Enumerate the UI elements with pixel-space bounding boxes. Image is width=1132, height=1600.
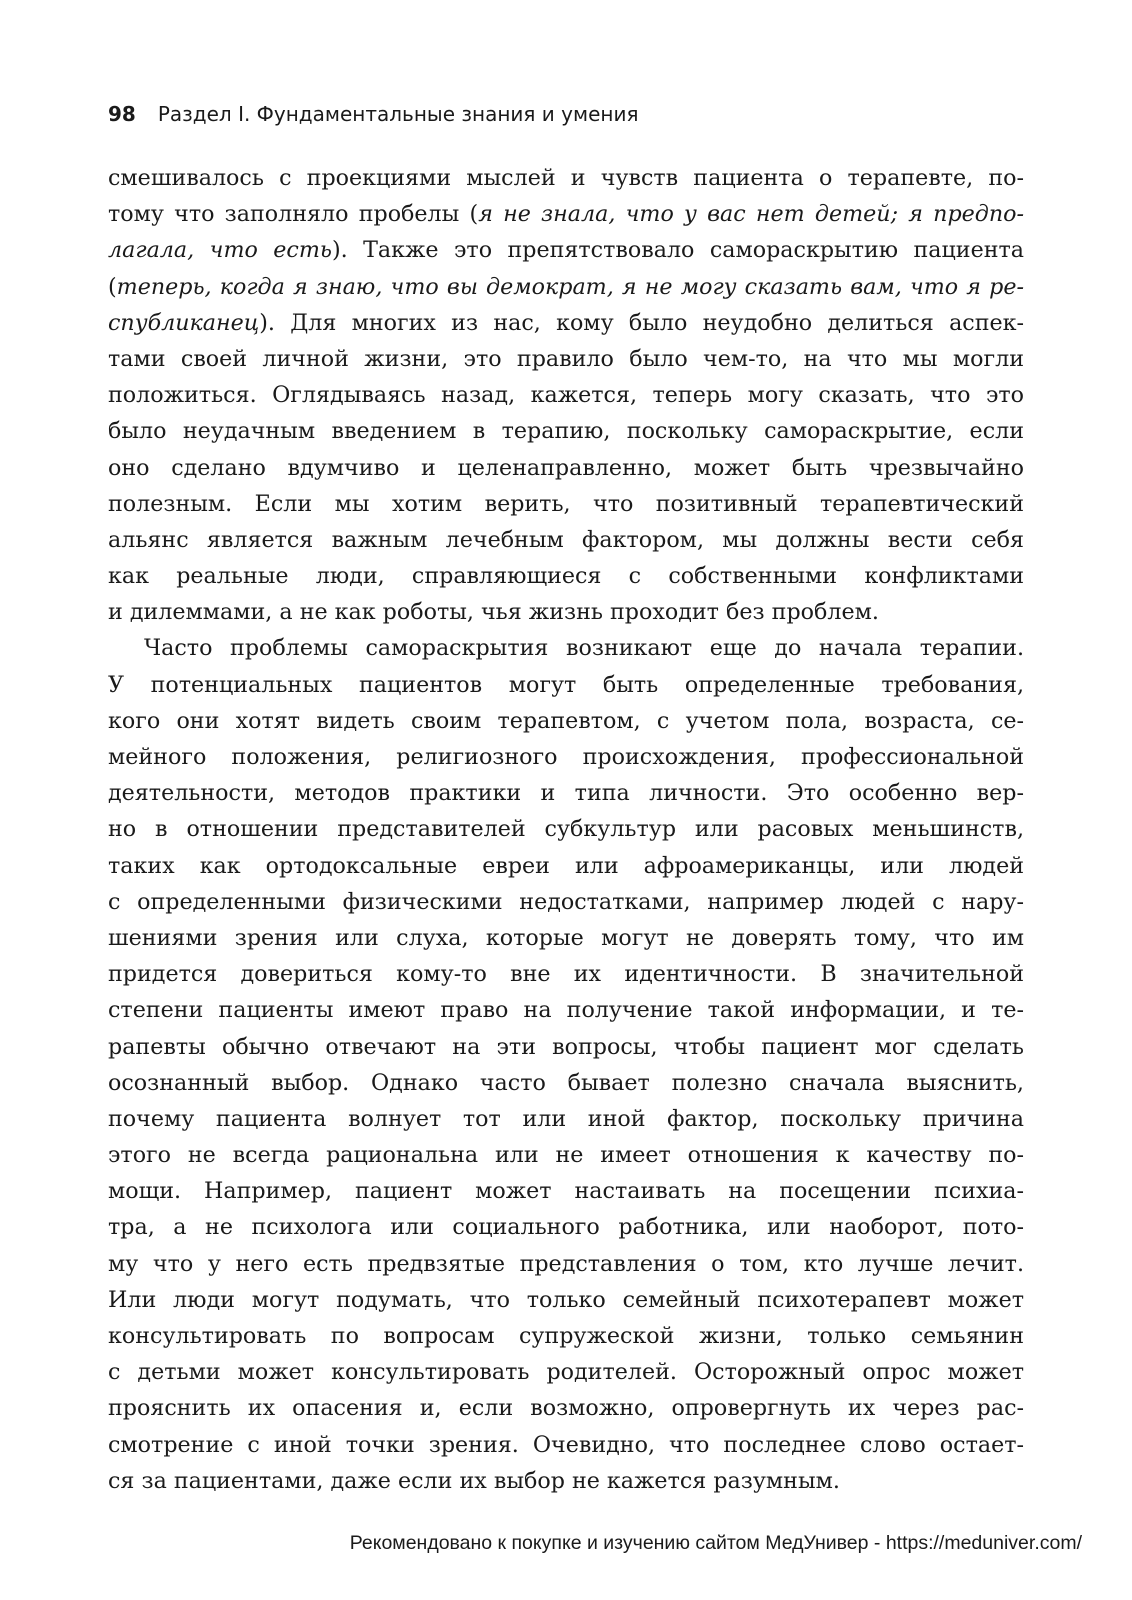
text-line bbox=[108, 305, 1024, 341]
section-title: Раздел I. Фундаментальные знания и умения bbox=[157, 102, 639, 126]
text-line: почему пациента волнует тот или иной фактор, поскольку причина bbox=[108, 1105, 1024, 1132]
page-number: 98 bbox=[108, 102, 136, 126]
text-line: этого не всегда рациональна или не имеет отношения к качеству по- bbox=[108, 1142, 1024, 1169]
italic-quote: спубликанец bbox=[108, 309, 260, 336]
text-line: альянс является важным лечебным фактором, мы должны вести себя bbox=[108, 526, 1024, 553]
text-line bbox=[108, 196, 1024, 232]
text-line: осознанный выбор. Однако часто бывает полезно сначала выяснить, bbox=[108, 1069, 1024, 1096]
text-line: му что у него есть предвзятые представления о том, кто лучше лечит. bbox=[108, 1250, 1024, 1277]
text-line: но в отношении представителей субкультур или расовых меньшинств, bbox=[108, 816, 1024, 843]
text-run: ). Также это препятствовало самораскрытию пациента bbox=[331, 237, 1024, 264]
text-line: как реальные люди, справляющиеся с собственными конфликтами bbox=[108, 563, 1024, 590]
text-line: Часто проблемы самораскрытия возникают еще до начала терапии. bbox=[144, 635, 1024, 662]
text-line: было неудачным введением в терапию, поскольку самораскрытие, если bbox=[108, 418, 1024, 445]
italic-quote: теперь, когда я знаю, что вы демократ, я не могу сказать вам, что я ре- bbox=[116, 273, 1024, 300]
text-line: таких как ортодоксальные евреи или афроамериканцы, или людей bbox=[108, 852, 1024, 879]
text-line: степени пациенты имеют право на получение такой информации, и те- bbox=[108, 997, 1024, 1024]
text-line: мощи. Например, пациент может настаивать на посещении психиа- bbox=[108, 1178, 1024, 1205]
text-line: кого они хотят видеть своим терапевтом, с учетом пола, возраста, се- bbox=[108, 707, 1024, 734]
text-line: полезным. Если мы хотим верить, что позитивный терапевтический bbox=[108, 490, 1024, 517]
text-line bbox=[108, 269, 1024, 305]
text-line: смотрение с иной точки зрения. Очевидно, что последнее слово остает- bbox=[108, 1431, 1024, 1458]
text-line bbox=[108, 232, 1024, 268]
text-line: и дилеммами, а не как роботы, чья жизнь проходит без проблем. bbox=[108, 599, 879, 626]
text-line: положиться. Оглядываясь назад, кажется, теперь могу сказать, что это bbox=[108, 382, 1024, 409]
text-line: тами своей личной жизни, это правило было чем-то, на что мы могли bbox=[108, 345, 1024, 372]
text-line: с определенными физическими недостатками, например людей с нару- bbox=[108, 888, 1024, 915]
text-line: У потенциальных пациентов могут быть определенные требования, bbox=[108, 671, 1024, 698]
text-line: консультировать по вопросам супружеской жизни, только семьянин bbox=[108, 1323, 1024, 1349]
text-line: с детьми может консультировать родителей. Осторожный опрос может bbox=[108, 1359, 1024, 1386]
text-run: ). Для многих из нас, кому было неудобно делиться аспек- bbox=[259, 309, 1024, 336]
text-run: тому что заполняло пробелы ( bbox=[108, 201, 479, 228]
text-line: придется довериться кому-то вне их идентичности. В значительной bbox=[108, 961, 1024, 988]
text-line: прояснить их опасения и, если возможно, опровергнуть их через рас- bbox=[108, 1395, 1024, 1422]
running-head bbox=[108, 100, 1028, 128]
text-line: тра, а не психолога или социального работника, или наоборот, пото- bbox=[108, 1214, 1024, 1241]
text-line: оно сделано вдумчиво и целенаправленно, может быть чрезвычайно bbox=[108, 454, 1024, 481]
text-line: рапевты обычно отвечают на эти вопросы, чтобы пациент мог сделать bbox=[108, 1033, 1024, 1060]
text-line: Или люди могут подумать, что только семейный психотерапевт может bbox=[108, 1286, 1024, 1313]
text-line: деятельности, методов практики и типа личности. Это особенно вер- bbox=[108, 780, 1024, 807]
body-text bbox=[108, 160, 1024, 1499]
italic-quote: лагала, что есть bbox=[108, 237, 332, 264]
watermark-footer: Рекомендовано к покупке и изучению сайтом МедУнивер - https://meduniver.com/ bbox=[349, 1532, 1082, 1554]
text-line: ся за пациентами, даже если их выбор не кажется разумным. bbox=[108, 1467, 840, 1494]
text-line: смешивалось с проекциями мыслей и чувств пациента о терапевте, по- bbox=[108, 165, 1024, 191]
text-line: шениями зрения или слуха, которые могут не доверять тому, что им bbox=[108, 924, 1024, 951]
text-run: ( bbox=[108, 273, 117, 300]
text-line: мейного положения, религиозного происхождения, профессиональной bbox=[108, 744, 1024, 770]
italic-quote: я не знала, что у вас нет детей; я предпо- bbox=[478, 201, 1024, 228]
